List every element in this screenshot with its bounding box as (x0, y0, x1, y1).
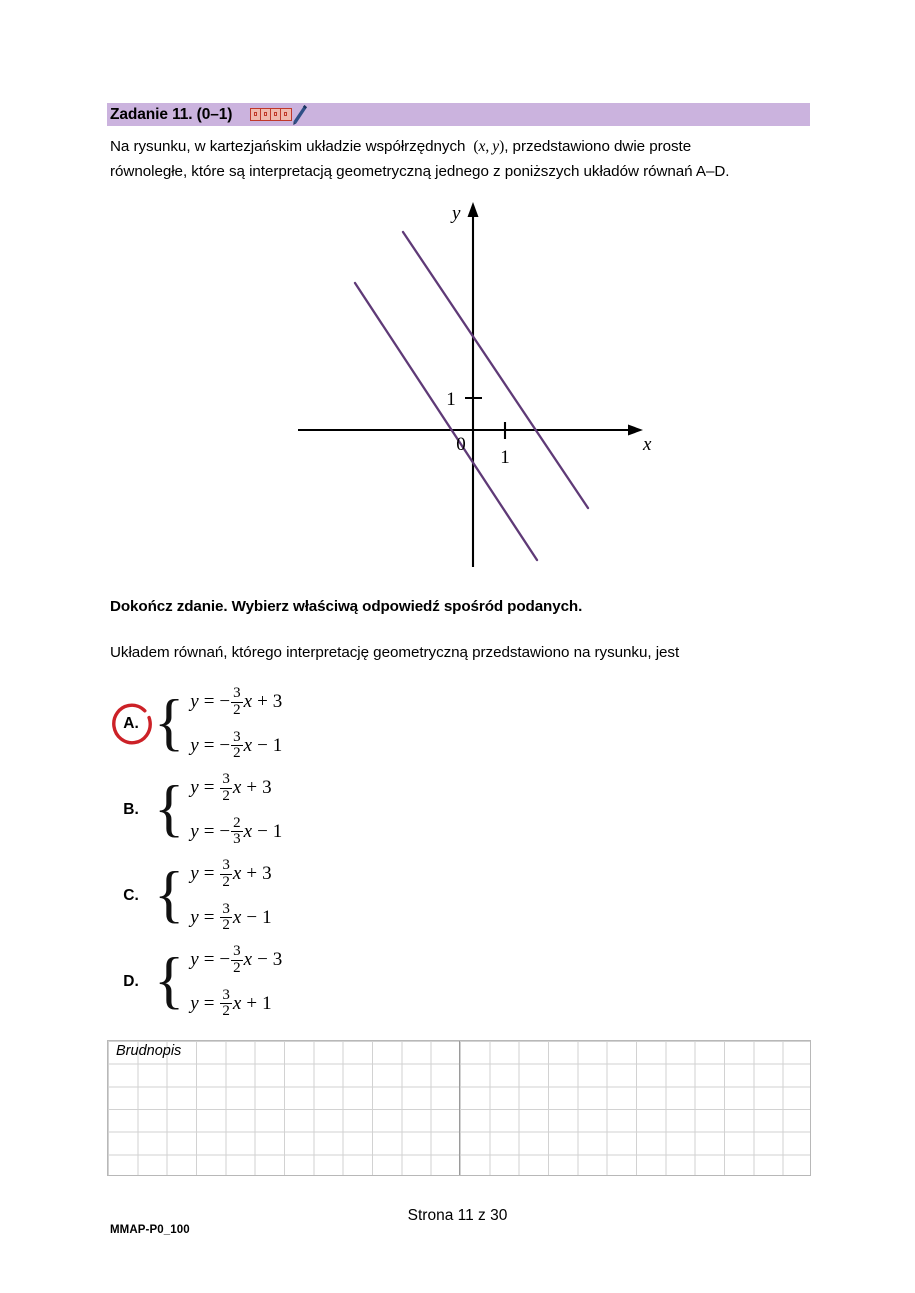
intro-line1-part2: , przedstawiono dwie proste (504, 138, 692, 155)
eq-a1-num: 3 (233, 685, 241, 702)
y-tick-label-1: 1 (446, 389, 456, 410)
brace-b: { (154, 773, 185, 843)
eq-c2-num: 3 (222, 901, 230, 917)
eq-a2-lhs: y (190, 734, 199, 756)
eq-d2-num: 3 (222, 987, 230, 1003)
intro-line1-part1: Na rysunku, w kartezjańskim układzie współrzędnych (110, 138, 466, 155)
eq-b1-var: x (232, 777, 242, 799)
eq-c1-den: 2 (222, 873, 230, 890)
y-axis-arrowhead (468, 202, 479, 217)
axes-group (298, 202, 643, 567)
eq-d1-constop: − (257, 949, 268, 971)
answer-option-c[interactable] (108, 857, 528, 934)
eq-a2-const: 1 (272, 734, 283, 756)
eq-a1-var: x (243, 691, 253, 713)
answer-option-b[interactable] (108, 771, 528, 848)
eq-d1-den: 2 (233, 959, 241, 976)
eq-b2-sign: − (219, 820, 231, 842)
eq-a1-sign: − (219, 691, 231, 713)
task-marker-group (250, 104, 308, 126)
equation-a-1 (190, 686, 282, 718)
eq-b1-const: 3 (262, 777, 272, 799)
option-letter-d: D. (123, 973, 139, 990)
intro-line2: równoległe, które są interpretacją geometryczną jednego z poniższych układów równań A–D. (110, 163, 730, 180)
eq-a2-den: 2 (233, 745, 241, 762)
answer-options-list (108, 685, 528, 1032)
eq-b2-constop: − (257, 820, 268, 842)
eq-d2-constop: + (246, 992, 258, 1014)
eq-a1-fraction (231, 686, 243, 718)
page-number: Strona 11 z 30 (407, 1207, 508, 1224)
eq-c1-var: x (232, 863, 242, 885)
eq-b1-constop: + (246, 777, 258, 799)
eq-d1-var: x (243, 949, 253, 971)
eq-b1-rel: = (203, 777, 215, 799)
brace-d: { (154, 945, 185, 1015)
x-axis-label: x (643, 434, 652, 455)
eq-a2-num: 3 (233, 729, 241, 745)
coordinate-plane-svg (280, 195, 680, 575)
eq-d2-var: x (232, 992, 242, 1014)
line-lower (355, 283, 537, 560)
eq-d2-lhs: y (190, 992, 199, 1014)
equation-d-2 (190, 988, 282, 1020)
eq-b2-den: 3 (233, 831, 241, 848)
eq-b2-lhs: y (190, 820, 199, 842)
eq-a1-den: 2 (233, 701, 241, 718)
eq-d1-lhs: y (190, 949, 199, 971)
plotted-lines-group (355, 232, 588, 560)
coordinate-plane-figure (280, 195, 680, 575)
eq-a1-lhs: y (190, 691, 199, 713)
answer-option-a[interactable] (108, 685, 528, 762)
eq-c2-var: x (232, 906, 242, 928)
x-axis-arrowhead (628, 425, 643, 436)
equation-system-a (190, 686, 282, 761)
eq-b2-rel: = (203, 820, 215, 842)
task-header-bar (107, 103, 810, 126)
eq-c1-lhs: y (190, 863, 199, 885)
eq-c2-den: 2 (222, 917, 230, 934)
x-tick-label-1: 1 (500, 447, 510, 468)
eq-b2-num: 2 (233, 815, 241, 831)
eq-a1-rel: = (203, 691, 215, 713)
eq-c1-num: 3 (222, 857, 230, 874)
eq-b1-den: 2 (222, 787, 230, 804)
brace-a: { (154, 687, 185, 757)
equation-d-1 (190, 944, 282, 976)
origin-label: 0 (456, 434, 466, 455)
eq-a2-var: x (243, 734, 253, 756)
equation-system-c (190, 858, 271, 933)
scratch-area[interactable] (107, 1040, 811, 1176)
eq-c2-const: 1 (262, 906, 272, 928)
eq-a1-constop: + (257, 691, 268, 713)
eq-d2-const: 1 (262, 992, 272, 1014)
equation-c-1 (190, 858, 271, 890)
option-letter-a: A. (123, 715, 139, 732)
eq-c1-constop: + (246, 863, 258, 885)
eq-d2-den: 2 (222, 1003, 230, 1020)
equation-system-d (190, 944, 282, 1019)
eq-b2-fraction (231, 816, 243, 848)
eq-a2-constop: − (257, 734, 268, 756)
line-upper (403, 232, 588, 508)
eq-c2-rel: = (203, 906, 215, 928)
instruction-bold: Dokończ zdanie. Wybierz właściwą odpowiedź spośród podanych. (110, 598, 583, 615)
scratch-center-divider (459, 1041, 460, 1175)
eq-d1-const: 3 (272, 949, 283, 971)
eq-c2-constop: − (246, 906, 258, 928)
answer-option-d[interactable] (108, 943, 528, 1020)
brace-c: { (154, 859, 185, 929)
equation-system-b (190, 772, 282, 847)
y-axis-label: y (452, 203, 461, 224)
eq-d1-num: 3 (233, 943, 241, 960)
eq-c2-fraction (220, 902, 232, 934)
eq-c1-fraction (220, 858, 232, 890)
eq-c1-rel: = (203, 863, 215, 885)
eq-d2-fraction (220, 988, 232, 1020)
eq-d1-sign: − (219, 949, 231, 971)
equation-c-2 (190, 902, 271, 934)
tick-labels-group (446, 389, 510, 468)
checkbox-row-icon (250, 108, 292, 121)
eq-c1-const: 3 (262, 863, 272, 885)
ticks-group (465, 398, 505, 439)
option-letter-b: B. (123, 801, 139, 818)
eq-a1-const: 3 (272, 691, 283, 713)
eq-c2-lhs: y (190, 906, 199, 928)
eq-d2-rel: = (203, 992, 215, 1014)
task-intro-text: Na rysunku, w kartezjańskim układzie współrzędnych (x, y), przedstawiono dwie proste równoległe, które są interpretacją geometryczną jednego z poniższych układów równań A–D. (110, 138, 730, 180)
page-title: Zadanie 11. (0–1) (110, 105, 233, 123)
eq-d1-fraction (231, 944, 243, 976)
equation-a-2 (190, 730, 282, 762)
eq-d1-rel: = (203, 949, 215, 971)
eq-a2-rel: = (203, 734, 215, 756)
eq-b2-var: x (243, 820, 253, 842)
axis-labels-group (450, 203, 652, 455)
equation-b-2 (190, 816, 282, 848)
instruction-stem: Układem równań, którego interpretację geometryczną przedstawiono na rysunku, jest (110, 644, 680, 661)
eq-b1-fraction (220, 772, 232, 804)
scratch-area-label: Brudnopis (116, 1043, 182, 1059)
document-code: MMAP-P0_100 (110, 1224, 190, 1236)
eq-a2-sign: − (219, 734, 231, 756)
eq-b1-num: 3 (222, 771, 230, 788)
eq-a2-fraction (231, 730, 243, 762)
eq-b1-lhs: y (190, 777, 199, 799)
pen-icon (290, 104, 308, 126)
eq-b2-const: 1 (272, 820, 283, 842)
equation-b-1 (190, 772, 282, 804)
option-letter-c: C. (123, 887, 139, 904)
